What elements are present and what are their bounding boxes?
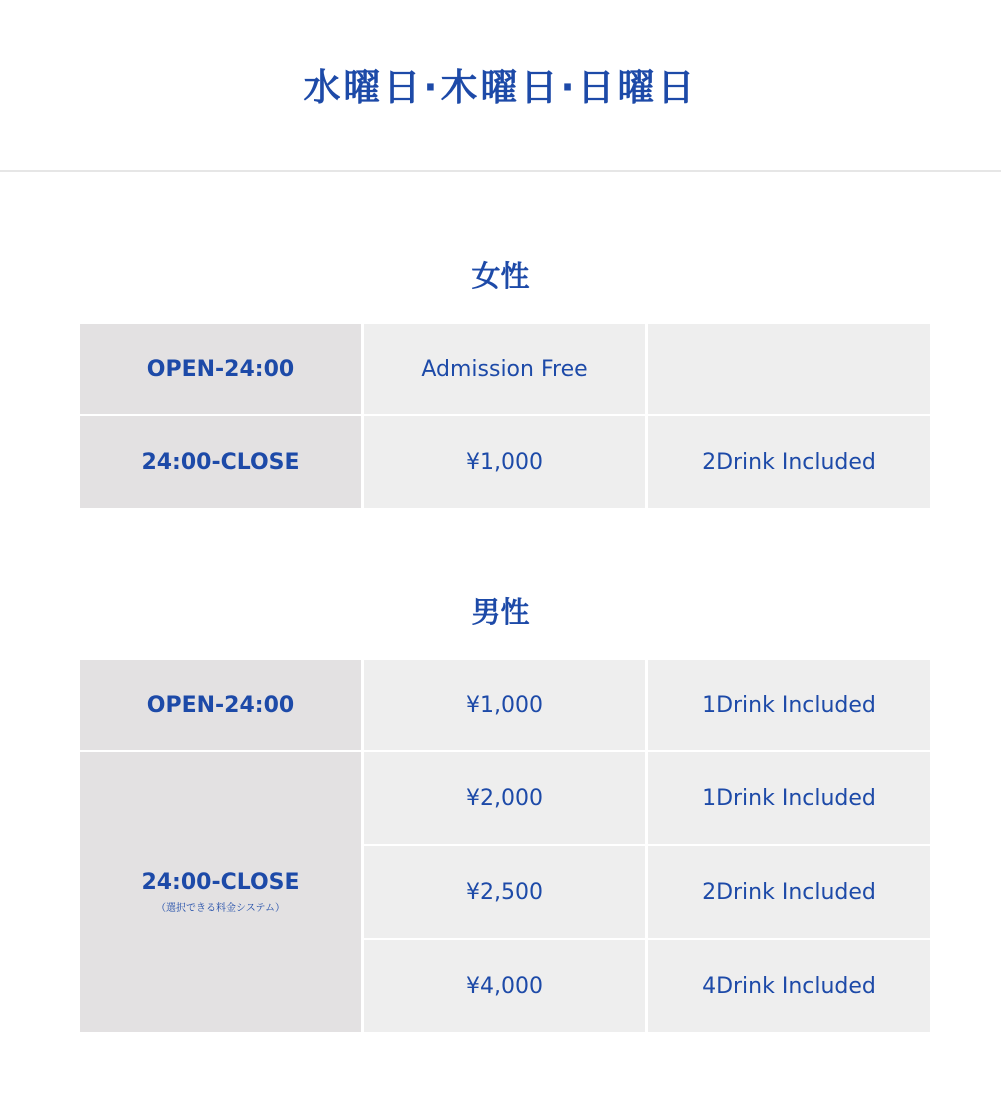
male-row-1-price: ¥1,000: [364, 660, 645, 750]
female-heading: 女性: [471, 259, 530, 293]
male-late-subnote: （選択できる料金システム）: [156, 903, 285, 914]
female-row-2-note: 2Drink Included: [648, 416, 930, 508]
male-late-time-cell: [80, 752, 361, 1032]
male-late-row-3-note: 4Drink Included: [648, 940, 930, 1032]
male-late-row-2-note: 2Drink Included: [648, 846, 930, 938]
female-row-2-time: 24:00-CLOSE: [80, 416, 361, 508]
male-late-row-1-price: ¥2,000: [364, 752, 645, 844]
male-late-row-3-price: ¥4,000: [364, 940, 645, 1032]
male-price-table: [80, 660, 930, 1032]
male-late-time: 24:00-CLOSE: [141, 870, 300, 895]
female-row-1-time: OPEN-24:00: [80, 324, 361, 414]
male-row-1-time: OPEN-24:00: [80, 660, 361, 750]
page-title: 水曜日·木曜日·日曜日: [303, 66, 698, 109]
male-late-row-1-note: 1Drink Included: [648, 752, 930, 844]
female-row-1-price: Admission Free: [364, 324, 645, 414]
male-row-1-note: 1Drink Included: [648, 660, 930, 750]
female-row-2-price: ¥1,000: [364, 416, 645, 508]
male-heading: 男性: [471, 595, 530, 629]
female-price-table: [80, 324, 930, 508]
header-divider: [0, 170, 1001, 172]
female-row-1-note: [648, 324, 930, 414]
male-late-row-2-price: ¥2,500: [364, 846, 645, 938]
